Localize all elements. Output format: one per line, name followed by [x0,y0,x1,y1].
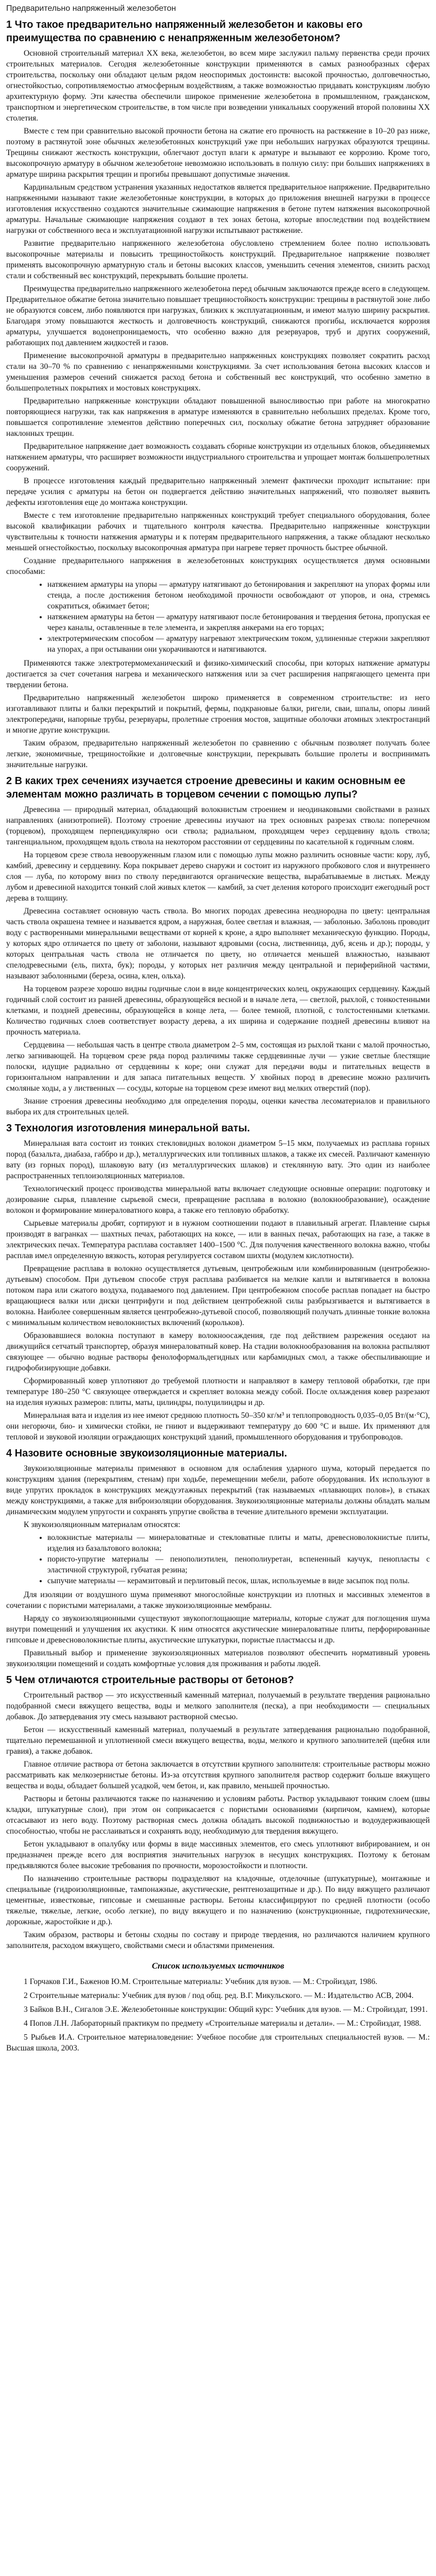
paragraph: На торцевом разрезе хорошо видны годичные слои в виде концентрических колец, окружающих сердцевину. Каждый годичный слой состоит из ранней древесины, образующейся весной и в начале лета, — светлой, рыхлой, с тонкостенными клетками, и поздней древесины, образующейся в конце лета, — более темной, плотной, с толстостенными клетками. Количество годичных слоев соответствует возрасту дерева, а их ширина и содержание поздней древесины влияют на прочность материала. [6,985,430,1037]
paragraph: Наряду со звукоизоляционными существуют звукопоглощающие материалы, которые служат для поглощения шума внутри помещений и улучшения их акустики. К ним относятся акустические минераловатные плиты, перфорированные гипсовые и древесноволокнистые плиты, акустические штукатурки, пористые пластмассы и др. [6,1614,430,1645]
paragraph: Технологический процесс производства минеральной ваты включает следующие основные операции: подготовку и дозирование сырья, плавление сырьевой смеси, превращение расплава в волокно (волокнообразование), осаждение волокон и формирование минераловатного ковра, а также его тепловую обработку. [6,1184,430,1215]
paragraph: Растворы и бетоны различаются также по назначению и условиям работы. Раствор укладывают тонким слоем (швы кладки, штукатурные слои), при этом он соприкасается с пористыми основаниями (кирпичом, камнем), которые отсасывают из него воду. Поэтому растворная смесь должна обладать высокой подвижностью и водоудерживающей способностью, чтобы не расслаиваться и сохранять воду, необходимую для твердения вяжущего. [6,1794,430,1836]
paragraph: Вместе с тем изготовление предварительно напряженных конструкций требует специального оборудования, более высокой квалификации рабочих и тщательного контроля качества. Предварительно напряженные конструкции чувствительны к точности натяжения арматуры и к потерям предварительного напряжения, а также обладают несколько меньшей огнестойкостью, поскольку высокопрочная арматура при нагреве теряет прочность быстрее обычной. [6,511,430,552]
reference-item: 1 Горчаков Г.И., Баженов Ю.М. Строительные материалы: Учебник для вузов. — М.: Стройиздат, 1986. [24,1977,377,1986]
section-1 [6,18,430,770]
paragraph: Превращение расплава в волокно осуществляется дутьевым, центробежным или комбинированным (центробежно-дутьевым) способом. При дутьевом способе струя расплава разбивается на мелкие капли и вытягивается в волокна потоком пара или сжатого воздуха, подаваемого под давлением. При центробежном способе расплав попадает на быстро вращающиеся валки или диски центрифуги и под действием центробежной силы разбрызгивается и вытягивается в волокна. Наиболее совершенным является центробежно-дутьевой способ, позволяющий получать длинные тонкие волокна с минимальным количеством неволокнистых включений (корольков). [6,1264,430,1327]
references-list [6,1976,430,2054]
bullet-item: • натяжением арматуры на упоры — арматуру натягивают до бетонирования и закрепляют на упорах формы или стенда, а после достижения бетоном необходимой прочности освобождают от упоров, и она, стремясь сократиться, обжимает бетон; [47,579,430,612]
paragraph: Для изоляции от воздушного шума применяют многослойные конструкции из плотных и массивных элементов в сочетании с пористыми материалами, а также звукоизоляционные мембраны. [6,1590,430,1610]
section-4 [6,1447,430,1669]
bullet-item: • пористо-упругие материалы — пенополиэтилен, пенополиуретан, вспененный каучук, пенопласты с эластичной структурой, губчатая резина; [47,1554,430,1575]
references-section [6,1960,430,2054]
paragraph: Основной строительный материал XX века, железобетон, во всем мире заслужил пальму первенства среди прочих строительных материалов. Сегодня железобетонные конструкции применяются в самых разнообразных сферах строительства, поскольку они обладают целым рядом неоспоримых достоинств: высокой прочностью, долговечностью, огнестойкостью, сопротивляемостью атмосферным воздействиям, а также возможностью придавать конструкциям любую архитектурную форму. Эти качества обеспечили широкое применение железобетона в промышленном, гражданском, транспортном и энергетическом строительстве, в том числе при возведении уникальных сооружений второй половины XX столетия. [6,49,430,123]
paragraph: Правильный выбор и применение звукоизоляционных материалов позволяют обеспечить нормативный уровень звукоизоляции помещений и создать комфортные условия для проживания и работы людей. [6,1649,430,1668]
section-heading: 5 Чем отличаются строительные растворы от бетонов? [6,1674,294,1686]
section-3 [6,1122,430,1443]
paragraph: Бетон укладывают в опалубку или формы в виде массивных элементов, его смесь уплотняют вибрированием, и он предназначен прежде всего для восприятия значительных нагрузок в несущих конструкциях. Поэтому к бетонам предъявляются более высокие требования по прочности, морозостойкости и плотности. [6,1840,430,1870]
paragraph: Предварительное напряжение дает возможность создавать сборные конструкции из отдельных блоков, объединяемых натяжением арматуры, что расширяет возможности индустриального строительства и упрощает монтаж большепролетных сооружений. [6,442,430,472]
paragraph: К звукоизоляционным материалам относятся: [24,1520,181,1529]
bullet-list [6,1532,430,1586]
paragraph: Преимущества предварительно напряженного железобетона перед обычным заключаются прежде всего в следующем. Предварительное обжатие бетона значительно повышает трещиностойкость конструкции: трещины в растянутой зоне либо не образуются совсем, либо появляются при нагрузках, близких к эксплуатационным, и имеют малую ширину раскрытия. Благодаря этому повышаются жесткость и долговечность конструкций, снижаются прогибы, исключается коррозия арматуры, улучшается водонепроницаемость, что особенно важно для резервуаров, труб и других сооружений, работающих под давлением жидкостей и газов. [6,284,430,347]
page-title: Предварительно напряженный железобетон [6,4,176,13]
paragraph: Развитие предварительно напряженного железобетона обусловлено стремлением более полно использовать высокопрочные материалы и повысить трещиностойкость конструкций. Предварительное напряжение позволяет применять высокопрочную арматурную сталь и бетоны высоких классов, уменьшить сечения элементов, снизить расход стали и собственный вес конструкций, перекрывать большие пролеты. [6,239,430,280]
bullet-item: • волокнистые материалы — минераловатные и стекловатные плиты и маты, древесноволокнистые плиты, изделия из базальтового волокна; [47,1532,430,1554]
paragraph: Древесина составляет основную часть ствола. Во многих породах древесина неоднородна по цвету: центральная часть ствола окрашена темнее и называется ядром, а наружная, более светлая и влажная, — заболонью. Заболонь проводит воду с растворенными минеральными веществами от корней к кроне, а ядро выполняет механическую функцию. Породы, у которых ядро отличается по цвету от заболони, называют ядровыми (сосна, лиственница, дуб, ясень и др.); породы, у которых центральная часть ствола не отличается по цвету, но отличается меньшей влажностью, называют спелодревесными (ель, пихта, бук); породы, у которых нет различия между центральной и периферийной частями, называют заболонными (береза, осина, клен, ольха). [6,907,430,980]
paragraph: Главное отличие раствора от бетона заключается в отсутствии крупного заполнителя: строительные растворы можно рассматривать как мелкозернистые бетоны. Из-за отсутствия крупного заполнителя раствор содержит больше вяжущего вещества и воды, обладает большей усадкой, чем бетон, и, как правило, меньшей прочностью. [6,1760,430,1790]
paragraph: Вместе с тем при сравнительно высокой прочности бетона на сжатие его прочность на растяжение в 10–20 раз ниже, поэтому в растянутой зоне обычных железобетонных конструкций уже при небольших нагрузках образуются трещины. Трещины снижают жесткость конструкции, облегчают доступ влаги к арматуре и вызывают ее коррозию. Кроме того, высокопрочную арматуру в обычном железобетоне невозможно использовать в полную силу: при больших напряжениях в арматуре ширина раскрытия трещин и прогибы превышают допустимые значения. [6,127,430,179]
paragraph: Минеральная вата и изделия из нее имеют среднюю плотность 50–350 кг/м³ и теплопроводность 0,035–0,05 Вт/(м·°C), они негорючи, био- и химически стойки, не гниют и выдерживают температуру до 600 °C и выше. Их применяют для тепловой и звуковой изоляции ограждающих конструкций зданий, промышленного оборудования и трубопроводов. [6,1411,430,1442]
paragraph: Строительный раствор — это искусственный каменный материал, получаемый в результате твердения рационально подобранной смеси вяжущего вещества, воды и мелкого заполнителя (песка), а при необходимости — специальных добавок. До затвердевания эту смесь называют растворной смесью. [6,1691,430,1721]
paragraph: Минеральная вата состоит из тонких стекловидных волокон диаметром 5–15 мкм, получаемых из расплава горных пород (базальта, диабаза, габбро и др.), металлургических или топливных шлаков, а также их смесей. Различают каменную вату (из горных пород), шлаковую вату (из металлургических шлаков) и стеклянную вату. Это один из наиболее распространенных теплоизоляционных материалов. [6,1139,430,1180]
paragraph: Применяются также электротермомеханический и физико-химический способы, при которых натяжение арматуры достигается за счет сочетания нагрева и механического натяжения или за счет расширения напрягающего цемента при твердении бетона. [6,659,430,689]
section-heading: 2 В каких трех сечениях изучается строение древесины и каким основным ее элементам можно различать в торцевом сечении с помощью лупы? [6,775,406,800]
paragraph: Знание строения древесины необходимо для определения породы, оценки качества лесоматериалов и правильного выбора их для строительных целей. [6,1097,430,1116]
paragraph: Бетон — искусственный каменный материал, получаемый в результате затвердевания рационально подобранной, тщательно перемешанной и уплотненной смеси вяжущего вещества, воды, мелкого и крупного заполнителей (щебня или гравия), а также добавок. [6,1725,430,1756]
section-heading: 1 Что такое предварительно напряженный железобетон и каковы его преимущества по сравнению с ненапряженным железобетоном? [6,19,363,44]
section-heading: 3 Технология изготовления минеральной ваты. [6,1123,250,1134]
bullet-item: • натяжением арматуры на бетон — арматуру натягивают после бетонирования и твердения бетона, пропуская ее через каналы, оставленные в теле элемента, и закрепляя анкерами на его торцах; [47,612,430,633]
paragraph: В процессе изготовления каждый предварительно напряженный элемент фактически проходит испытание: при передаче усилия с арматуры на бетон он подвергается действию значительных напряжений, что позволяет выявить дефекты изготовления еще до монтажа конструкции. [6,477,430,507]
section-2 [6,774,430,1117]
paragraph: Звукоизоляционные материалы применяют в основном для ослабления ударного шума, который передается по конструкциям здания (перекрытиям, стенам) при ходьбе, перемещении мебели, работе оборудования. Их используют в виде упругих прокладок в конструкциях междуэтажных перекрытий (так называемых «плавающих полов»), в стыках между конструкциями, а также для виброизоляции оборудования. Звукоизоляционные материалы должны обладать малым динамическим модулем упругости и сохранять упругие свойства в течение длительного времени эксплуатации. [6,1464,430,1516]
paragraph: Таким образом, растворы и бетоны сходны по составу и природе твердения, но различаются наличием крупного заполнителя, расходом вяжущего, свойствами смеси и областями применения. [6,1930,430,1950]
reference-item: 2 Строительные материалы: Учебник для вузов / под общ. ред. В.Г. Микульского. — М.: Издательство АСВ, 2004. [24,1991,414,2000]
paragraph: Таким образом, предварительно напряженный железобетон по сравнению с обычным позволяет получать более легкие, экономичные, трещиностойкие и долговечные конструкции, перекрывать большие пролеты и воспринимать значительные нагрузки. [6,739,430,769]
paragraph: Применение высокопрочной арматуры в предварительно напряженных конструкциях позволяет сократить расход стали на 30–70 % по сравнению с ненапряженными конструкциями. За счет использования бетона высоких классов и уменьшения размеров сечений снижается расход бетона и собственный вес конструкций, что особенно заметно в большепролетных покрытиях и мостовых конструкциях. [6,351,430,393]
bullet-list [6,579,430,655]
section-heading: 4 Назовите основные звукоизоляционные материалы. [6,1448,287,1459]
paragraph: Сформированный ковер уплотняют до требуемой плотности и направляют в камеру тепловой обработки, где при температуре 180–250 °C связующее отверждается и скрепляет волокна между собой. После охлаждения ковер разрезают на изделия нужных размеров: плиты, маты, цилиндры, полуцилиндры и др. [6,1377,430,1407]
reference-item: 5 Рыбьев И.А. Строительное материаловедение: Учебное пособие для строительных специальностей вузов. — М.: Высшая школа, 2003. [6,2033,430,2053]
reference-item: 4 Попов Л.Н. Лабораторный практикум по предмету «Строительные материалы и детали». — М.: Стройиздат, 1988. [24,2019,422,2028]
paragraph: Сырьевые материалы дробят, сортируют и в нужном соотношении подают в плавильный агрегат. Плавление сырья производят в вагранках — шахтных печах, работающих на коксе, — или в ванных печах, работающих на газе, а также в электрических печах. Температура расплава составляет 1400–1500 °C. Для получения качественного волокна важно, чтобы расплав имел определенную вязкость, которая регулируется составом шихты (модулем кислотности). [6,1219,430,1260]
paragraph: Кардинальным средством устранения указанных недостатков является предварительное напряжение. Предварительно напряженными называют такие железобетонные конструкции, в которых до приложения внешней нагрузки в процессе изготовления искусственно создаются значительные сжимающие напряжения в бетоне путем натяжения высокопрочной арматуры. Начальные сжимающие напряжения создают в тех зонах бетона, которые впоследствии под воздействием нагрузки от собственного веса и эксплуатационной нагрузки испытывают растяжение. [6,183,430,235]
bullet-item: • сыпучие материалы — керамзитовый и перлитовый песок, шлак, используемые в виде засыпок под полы. [47,1575,430,1586]
paragraph: Предварительно напряженные конструкции обладают повышенной выносливостью при работе на многократно повторяющиеся нагрузки, так как напряжения в арматуре изменяются в сравнительно небольших пределах. Кроме того, повышается сопротивление элементов действию поперечных сил, поскольку обжатие бетона затрудняет образование наклонных трещин. [6,397,430,438]
references-title: Список используемых источников [151,1961,285,1971]
section-5 [6,1673,430,1951]
paragraph: На торцевом срезе ствола невооруженным глазом или с помощью лупы можно различить основные части: кору, луб, камбий, древесину и сердцевину. Кора покрывает дерево снаружи и состоит из наружного пробкового слоя и внутреннего слоя — луба, по которому вниз по стволу передвигаются органические вещества, вырабатываемые в листьях. Между лубом и древесиной находится тонкий слой живых клеток — камбий, за счет деления которого происходит ежегодный рост дерева в толщину. [6,851,430,903]
paragraph: Предварительно напряженный железобетон широко применяется в современном строительстве: из него изготавливают плиты и балки перекрытий и покрытий, фермы, подкрановые балки, ригели, сваи, шпалы, опоры линий электропередачи, напорные трубы, резервуары, пролетные строения мостов, защитные оболочки атомных электростанций и многие другие конструкции. [6,693,430,735]
paragraph: Создание предварительного напряжения в железобетонных конструкциях осуществляется двумя основными способами: [6,556,430,576]
paragraph: Образовавшиеся волокна поступают в камеру волокноосаждения, где под действием разрежения оседают на движущийся сетчатый транспортер, образуя минераловатный ковер. На стадии волокнообразования на волокна распыляют связующее — обычно водные растворы фенолоформальдегидных или карбамидных смол, а также обеспыливающие и гидрофобизирующие добавки. [6,1331,430,1372]
paragraph: Древесина — природный материал, обладающий волокнистым строением и неодинаковыми свойствами в разных направлениях (анизотропией). Поэтому строение древесины изучают на трех основных разрезах ствола: поперечном (торцевом), проходящем перпендикулярно оси ствола; радиальном, проходящем через сердцевину вдоль ствола; тангенциальном, проходящем вдоль ствола на некотором расстоянии от сердцевины по касательной к годичным слоям. [6,805,430,846]
paragraph: Сердцевина — небольшая часть в центре ствола диаметром 2–5 мм, состоящая из рыхлой ткани с малой прочностью, легко загнивающей. На торцевом срезе ряда пород различимы также сердцевинные лучи — узкие светлые блестящие полоски, идущие радиально от сердцевины к коре; они служат для передачи воды и питательных веществ в горизонтальном направлении и для запаса питательных веществ. У хвойных пород в древесине можно различить смоляные ходы, а у лиственных — сосуды, которые на торцевом срезе имеют вид мелких отверстий (пор). [6,1041,430,1093]
bullet-item: • электротермическим способом — арматуру нагревают электрическим током, удлиненные стержни закрепляют на упорах, а при остывании они укорачиваются и натягиваются. [47,633,430,655]
document-content [6,18,430,1951]
reference-item: 3 Байков В.Н., Сигалов Э.Е. Железобетонные конструкции: Общий курс: Учебник для вузов. — М.: Стройиздат, 1991. [24,2005,428,2014]
paragraph: По назначению строительные растворы подразделяют на кладочные, отделочные (штукатурные), монтажные и специальные (гидроизоляционные, тампонажные, акустические, рентгенозащитные и др.). По виду вяжущего различают цементные, известковые, гипсовые и смешанные растворы. Бетоны классифицируют по средней плотности (особо тяжелые, тяжелые, легкие, особо легкие), по виду вяжущего и по назначению (конструкционные, гидротехнические, дорожные, жаростойкие и др.). [6,1874,430,1926]
